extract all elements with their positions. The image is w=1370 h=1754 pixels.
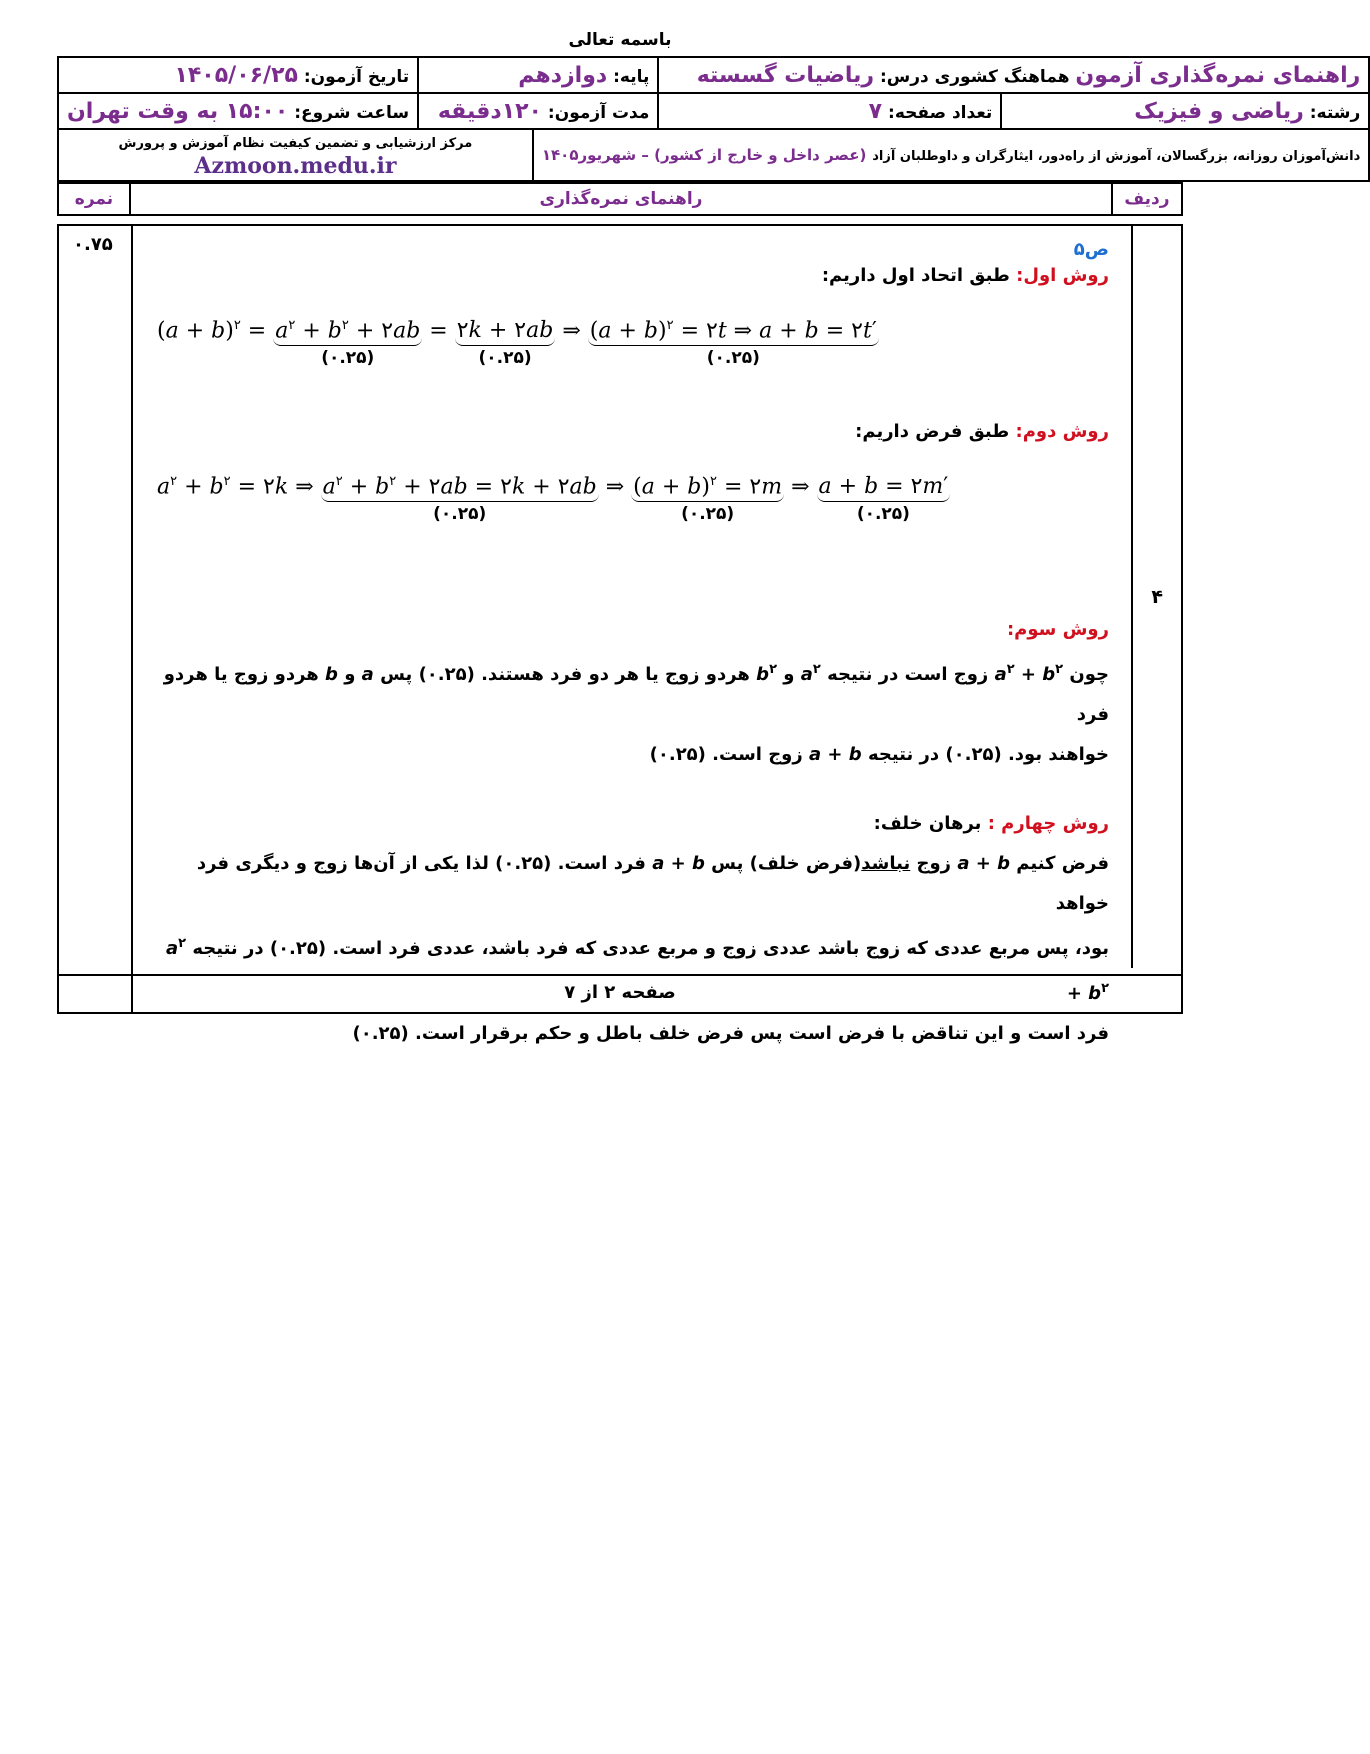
pages-cell [658,93,1001,129]
field-cell [1001,93,1369,129]
mark: (۰.۲۵) [418,664,475,685]
mark: (۰.۲۵) [495,853,552,874]
method2-title: روش دوم: [1015,421,1109,442]
answer-box [57,224,1183,1044]
center-cell [58,129,533,181]
method3-heading [155,610,1109,650]
duration-cell [418,93,658,129]
pages-label: تعداد صفحه: [888,102,993,123]
grade-cell [418,57,658,93]
method2-equation: $a^۲ + b^۲$ = ۲k ⇒ $a^۲ + b^۲$ + ۲ab = ۲k + ۲ab (۰.۲۵) ⇒ $(a + b)^۲$ = ۲m (۰.۲۵) ⇒ a + b = ۲m′ (۰.۲۵) [157,474,949,525]
divider-left [131,226,133,1012]
method4-heading [155,804,1109,844]
page-ref-number: ۵ [1073,239,1085,260]
method4-title: روش چهارم : [987,813,1109,834]
guide-label: راهنمای نمره‌گذاری آزمون [1075,62,1361,88]
date-value: ۱۴۰۵/۰۶/۲۵ [174,62,298,88]
mark: (۰.۲۵) [706,348,760,369]
method2-heading [155,412,1109,452]
method4-text: برهان خلف: [873,813,982,834]
method1-title: روش اول: [1016,265,1109,286]
start-label: ساعت شروع: [294,102,410,123]
col-guide: راهنمای نمره‌گذاری [539,189,703,209]
course-cell [658,57,1369,93]
top-note: باسمه تعالی [568,30,672,50]
mark: (۰.۲۵) [856,504,910,524]
field-label: رشته: [1309,102,1361,123]
score-value: ۰.۷۵ [73,234,113,255]
course-prefix: هماهنگ کشوری درس: [879,66,1070,87]
students-text: دانش‌آموزان روزانه، بزرگسالان، آموزش از راه‌دور، ایثارگران و داوطلبان آزاد [872,149,1361,164]
method1-equation: $(a + b)^۲$ = $a^۲ + b^۲$ + ۲ab (۰.۲۵) = ۲k + ۲ab (۰.۲۵) ⇒ $(a + b)^۲$ = ۲t ⇒ a + b = ۲t′ (۰.۲۵) [157,318,877,369]
center-name: مرکز ارزشیابی و تضمین کیفیت نظام آموزش و پرورش [118,136,473,151]
header-table [57,56,1370,182]
start-value: ۱۵:۰۰ به وقت تهران [67,98,289,124]
row-number: ۴ [1151,586,1163,608]
method1-text: طبق اتحاد اول داریم: [821,265,1010,286]
website: Azmoon.medu.ir [194,153,397,179]
start-cell [58,93,418,129]
mark: (۰.۲۵) [945,744,1002,765]
method1-heading [155,256,1109,296]
column-header [57,182,1183,216]
mark: (۰.۲۵) [478,348,532,368]
pages-value: ۷ [868,98,883,124]
col-score: نمره [59,184,131,214]
duration-label: مدت آزمون: [547,102,650,123]
method3-text: چون $a^۲ + b^۲$ زوج است در نتیجه $a^۲$ و $b^۲$ هردو زوج یا هر دو فرد هستند. (۰.۲۵) پس a و b هردو زوج یا هردو فرد خواهند بود. (۰.۲۵) در نتیجه a + b زوج است. (۰.۲۵) [163,662,1109,765]
divider-right [1131,226,1133,968]
method3-title: روش سوم: [1006,619,1109,640]
mark: (۰.۲۵) [269,938,327,959]
page-ref-prefix: ص [1084,239,1109,260]
mark: (۰.۲۵) [681,504,735,525]
method4-body: فرض کنیم a + b زوج نباشد(فرض خلف) پس a + b فرد است. (۰.۲۵) لذا یکی از آن‌ها زوج و دیگری فرد خواهد بود، پس مربع عددی که زوج باشد عددی زوج و مربع عددی که فرد باشد، عددی فرد است. (۰.۲۵) در نتیجه $a^۲ + b^۲$ فرد است و این تناقض با فرض است پس فرض خلف باطل و حکم برقرار است. (۰.۲۵) [165,853,1109,1044]
students-cell [533,129,1369,181]
field-value: ریاضی و فیزیک [1134,98,1304,124]
col-row: ردیف [1111,184,1181,214]
grade-value: دوازدهم [518,62,608,88]
duration-value: ۱۲۰دقیقه [437,98,542,124]
session-text: (عصر داخل و خارج از کشور) – شهریور۱۴۰۵ [541,146,867,164]
page-footer: صفحه ۲ از ۷ [564,982,676,1003]
date-cell [58,57,418,93]
mark: (۰.۲۵) [352,1023,409,1044]
mark: (۰.۲۵) [321,348,375,369]
mark: (۰.۲۵) [649,744,706,765]
grade-label: پایه: [613,66,650,87]
mark: (۰.۲۵) [433,504,487,525]
date-label: تاریخ آزمون: [303,66,410,87]
course-name: ریاضیات گسسته [696,62,875,88]
method2-text: طبق فرض داریم: [855,421,1010,442]
